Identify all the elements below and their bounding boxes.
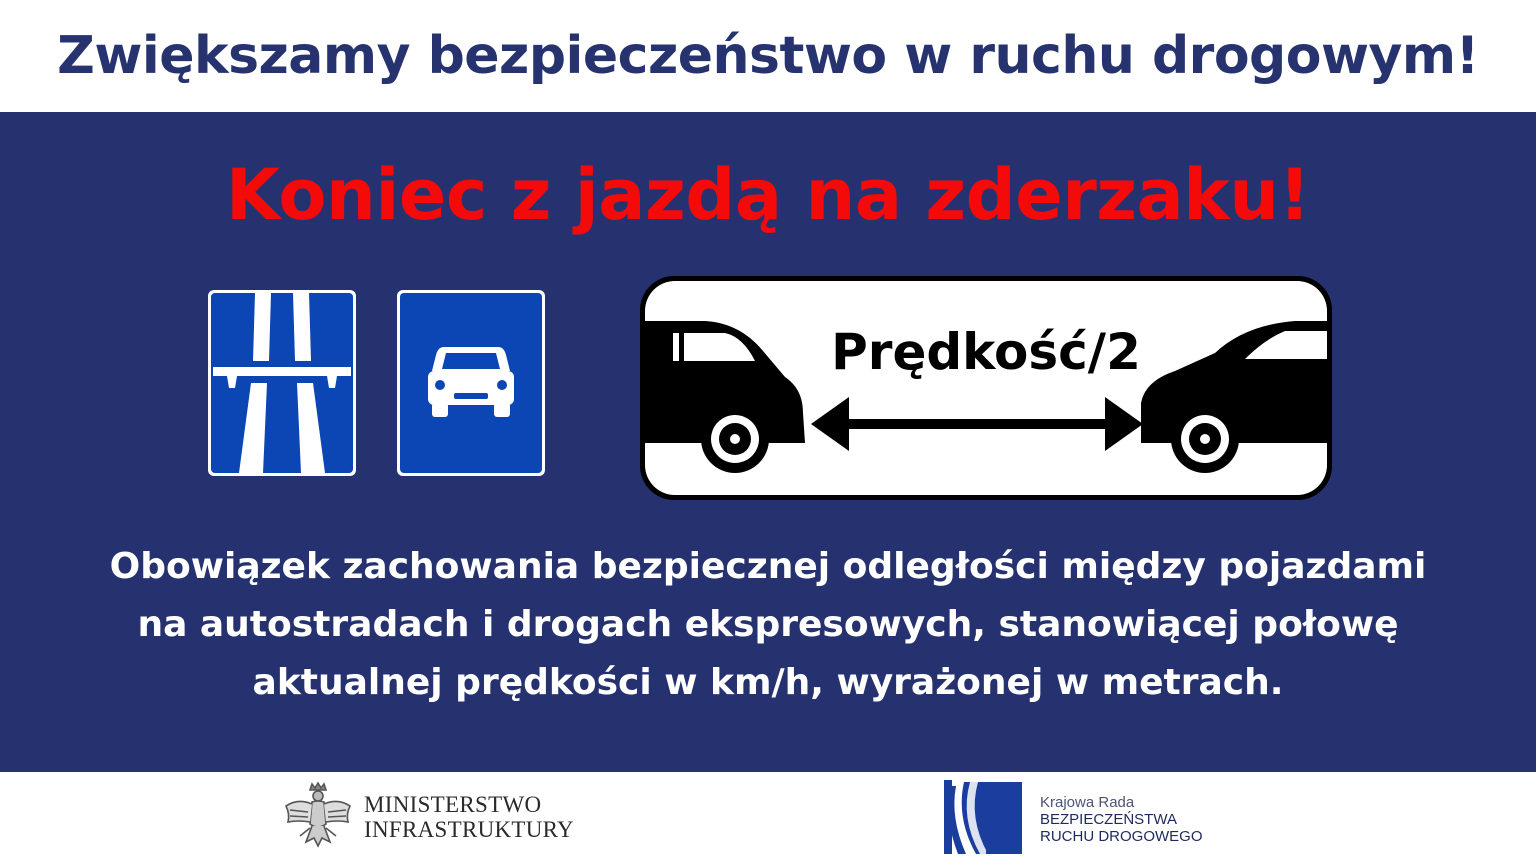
distance-rule-label: Prędkość/2: [831, 323, 1141, 381]
expressway-sign-icon: [397, 290, 545, 476]
distance-plate: [640, 276, 1332, 500]
header-bar: [0, 0, 1536, 112]
main-heading: Koniec z jazdą na zderzaku!: [225, 154, 1311, 236]
council-name: [1040, 794, 1203, 845]
polish-eagle-icon: [280, 780, 356, 856]
two-cars-distance-icon: [645, 281, 1327, 495]
motorway-sign-icon: [208, 290, 356, 476]
ministry-name: [364, 792, 574, 842]
council-name-line-1: Krajowa Rada: [1040, 794, 1135, 811]
rule-description: [0, 538, 1536, 712]
rule-line-3: aktualnej prędkości w km/h, wyrażonej w metrach.: [252, 662, 1284, 703]
council-name-line-3: RUCHU DROGOWEGO: [1040, 828, 1203, 845]
krbrd-logo-icon: [940, 776, 1022, 858]
ministry-name-line-1: MINISTERSTWO: [364, 792, 542, 817]
header-title: Zwiększamy bezpieczeństwo w ruchu drogowym!: [57, 26, 1479, 86]
council-name-line-2: BEZPIECZEŃSTWA: [1040, 811, 1177, 828]
rule-line-1: Obowiązek zachowania bezpiecznej odległości między pojazdami: [109, 546, 1427, 587]
rule-line-2: na autostradach i drogach ekspresowych, stanowiącej połowę: [137, 604, 1399, 645]
ministry-name-line-2: INFRASTRUKTURY: [364, 817, 574, 842]
footer-bar: [0, 772, 1536, 863]
main-panel: [0, 112, 1536, 772]
